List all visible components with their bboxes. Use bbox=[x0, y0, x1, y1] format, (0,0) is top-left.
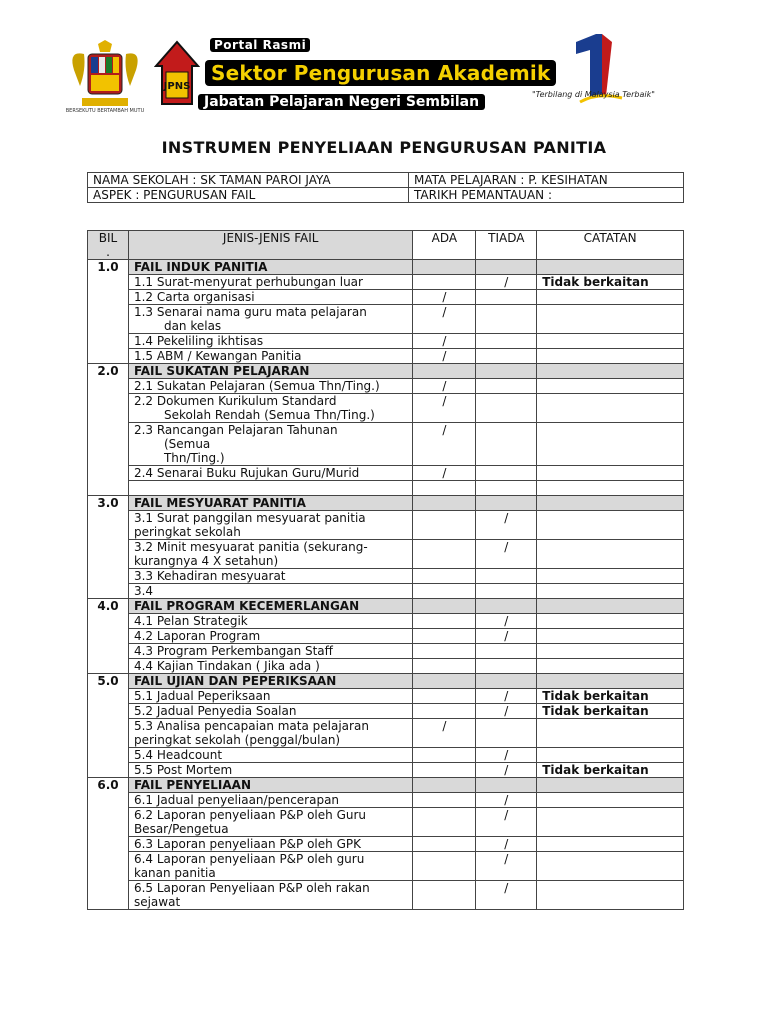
section-number: 6.0 bbox=[88, 778, 129, 910]
header-banner bbox=[62, 32, 655, 122]
section-empty-cell bbox=[476, 674, 537, 689]
mata-pelajaran: MATA PELAJARAN : P. KESIHATAN bbox=[409, 173, 684, 188]
file-item bbox=[128, 569, 412, 584]
tiada-mark: / bbox=[476, 763, 537, 778]
file-item-line: 1.4 Pekeliling ikhtisas bbox=[133, 334, 264, 348]
section-title: FAIL UJIAN DAN PEPERIKSAAN bbox=[128, 674, 412, 689]
tiada-mark: / bbox=[476, 629, 537, 644]
catatan-note bbox=[537, 837, 684, 852]
file-item-line: 2.3 Rancangan Pelajaran Tahunan bbox=[133, 423, 338, 437]
catatan-note bbox=[537, 793, 684, 808]
school-info-table bbox=[87, 172, 684, 203]
catatan-note bbox=[537, 540, 684, 569]
catatan-note bbox=[537, 719, 684, 748]
1malaysia-logo bbox=[562, 32, 632, 112]
document-title: INSTRUMEN PENYELIAAN PENGURUSAN PANITIA bbox=[161, 138, 607, 157]
table-row bbox=[88, 719, 684, 748]
table-row bbox=[88, 290, 684, 305]
ada-mark bbox=[413, 748, 476, 763]
file-item-line: Sekolah Rendah (Semua Thn/Ting.) bbox=[163, 408, 375, 422]
file-item-line: 3.2 Minit mesyuarat panitia (sekurang- bbox=[133, 540, 368, 554]
file-item-line: 4.4 Kajian Tindakan ( Jika ada ) bbox=[133, 659, 320, 673]
header-catatan: CATATAN bbox=[537, 231, 684, 260]
ada-mark: / bbox=[413, 290, 476, 305]
section-empty-cell bbox=[537, 674, 684, 689]
section-row bbox=[88, 496, 684, 511]
file-item bbox=[128, 423, 412, 466]
tiada-mark: / bbox=[476, 837, 537, 852]
table-row bbox=[88, 569, 684, 584]
section-number: 3.0 bbox=[88, 496, 129, 599]
catatan-note bbox=[537, 511, 684, 540]
file-item bbox=[128, 334, 412, 349]
catatan-note bbox=[537, 569, 684, 584]
section-number: 4.0 bbox=[88, 599, 129, 674]
file-item-line: Besar/Pengetua bbox=[133, 822, 229, 836]
tiada-mark bbox=[476, 481, 537, 496]
file-item-line: kanan panitia bbox=[133, 866, 216, 880]
catatan-note: Tidak berkaitan bbox=[537, 763, 684, 778]
ada-mark bbox=[413, 689, 476, 704]
file-item bbox=[128, 881, 412, 910]
ada-mark: / bbox=[413, 305, 476, 334]
aspek: ASPEK : PENGURUSAN FAIL bbox=[88, 188, 409, 203]
tiada-mark: / bbox=[476, 881, 537, 910]
file-item bbox=[128, 689, 412, 704]
table-row bbox=[88, 704, 684, 719]
ada-mark: / bbox=[413, 394, 476, 423]
tiada-mark bbox=[476, 290, 537, 305]
catatan-note bbox=[537, 423, 684, 466]
ada-mark bbox=[413, 569, 476, 584]
file-item-line: 6.1 Jadual penyeliaan/pencerapan bbox=[133, 793, 340, 807]
ada-mark: / bbox=[413, 379, 476, 394]
file-item-line: 4.1 Pelan Strategik bbox=[133, 614, 248, 628]
ada-mark bbox=[413, 852, 476, 881]
tarikh-pemantauan: TARIKH PEMANTAUAN : bbox=[409, 188, 684, 203]
catatan-note bbox=[537, 614, 684, 629]
catatan-note bbox=[537, 379, 684, 394]
tiada-mark bbox=[476, 394, 537, 423]
tiada-mark bbox=[476, 644, 537, 659]
section-empty-cell bbox=[476, 496, 537, 511]
section-empty-cell bbox=[537, 496, 684, 511]
table-row bbox=[88, 540, 684, 569]
portal-rasmi-heading: Portal Rasmi bbox=[210, 38, 310, 52]
header-bil bbox=[88, 231, 129, 260]
file-item-line: 5.2 Jadual Penyedia Soalan bbox=[133, 704, 297, 718]
tiada-mark: / bbox=[476, 275, 537, 290]
section-empty-cell bbox=[413, 778, 476, 793]
ada-mark bbox=[413, 629, 476, 644]
ada-mark bbox=[413, 763, 476, 778]
ada-mark bbox=[413, 837, 476, 852]
header-ada: ADA bbox=[413, 231, 476, 260]
ada-mark bbox=[413, 614, 476, 629]
catatan-note bbox=[537, 808, 684, 837]
ada-mark: / bbox=[413, 719, 476, 748]
file-item-line: 1.3 Senarai nama guru mata pelajaran bbox=[133, 305, 367, 319]
file-item-line: kurangnya 4 X setahun) bbox=[133, 554, 279, 568]
tiada-mark: / bbox=[476, 808, 537, 837]
catatan-note bbox=[537, 852, 684, 881]
file-item bbox=[128, 290, 412, 305]
table-row bbox=[88, 584, 684, 599]
section-title: FAIL PROGRAM KECEMERLANGAN bbox=[128, 599, 412, 614]
section-title: FAIL MESYUARAT PANITIA bbox=[128, 496, 412, 511]
file-item bbox=[128, 808, 412, 837]
catatan-note bbox=[537, 305, 684, 334]
ada-mark bbox=[413, 793, 476, 808]
ada-mark bbox=[413, 881, 476, 910]
file-item bbox=[128, 852, 412, 881]
ada-mark: / bbox=[413, 423, 476, 466]
file-item-line: sejawat bbox=[133, 895, 181, 909]
file-item bbox=[128, 704, 412, 719]
file-item bbox=[128, 511, 412, 540]
file-item-line: 5.4 Headcount bbox=[133, 748, 223, 762]
file-item-line: Thn/Ting.) bbox=[163, 451, 225, 465]
tiada-mark bbox=[476, 305, 537, 334]
ada-mark: / bbox=[413, 349, 476, 364]
sector-heading: Sektor Pengurusan Akademik bbox=[205, 60, 556, 86]
file-item-line: peringkat sekolah bbox=[133, 525, 241, 539]
section-empty-cell bbox=[413, 599, 476, 614]
table-row bbox=[88, 511, 684, 540]
catatan-note bbox=[537, 334, 684, 349]
table-row bbox=[88, 481, 684, 496]
section-empty-cell bbox=[476, 778, 537, 793]
nama-sekolah: NAMA SEKOLAH : SK TAMAN PAROI JAYA bbox=[88, 173, 409, 188]
file-item-line: 4.2 Laporan Program bbox=[133, 629, 261, 643]
ada-mark: / bbox=[413, 466, 476, 481]
file-item bbox=[128, 748, 412, 763]
file-item bbox=[128, 793, 412, 808]
table-row bbox=[88, 808, 684, 837]
file-item-line: 5.1 Jadual Peperiksaan bbox=[133, 689, 271, 703]
tiada-mark bbox=[476, 379, 537, 394]
checklist-body bbox=[88, 231, 684, 910]
section-empty-cell bbox=[413, 674, 476, 689]
jpns-logo-text: JPNS bbox=[163, 81, 191, 92]
file-item-line: 3.3 Kehadiran mesyuarat bbox=[133, 569, 286, 583]
tiada-mark: / bbox=[476, 511, 537, 540]
tiada-mark: / bbox=[476, 793, 537, 808]
header-bil-label: BIL bbox=[98, 231, 118, 245]
section-empty-cell bbox=[413, 496, 476, 511]
catatan-note bbox=[537, 881, 684, 910]
file-checklist-table bbox=[87, 230, 684, 910]
section-row bbox=[88, 674, 684, 689]
file-item bbox=[128, 629, 412, 644]
tiada-mark: / bbox=[476, 689, 537, 704]
file-item-line: 6.3 Laporan penyeliaan P&P oleh GPK bbox=[133, 837, 361, 851]
catatan-note bbox=[537, 290, 684, 305]
table-row bbox=[88, 334, 684, 349]
catatan-note bbox=[537, 394, 684, 423]
file-item-line: 5.3 Analisa pencapaian mata pelajaran bbox=[133, 719, 369, 733]
table-row bbox=[88, 466, 684, 481]
file-item-line: peringkat sekolah (penggal/bulan) bbox=[133, 733, 341, 747]
tiada-mark: / bbox=[476, 704, 537, 719]
tiada-mark: / bbox=[476, 614, 537, 629]
section-empty-cell bbox=[476, 260, 537, 275]
catatan-note bbox=[537, 629, 684, 644]
table-row bbox=[88, 394, 684, 423]
catatan-note bbox=[537, 481, 684, 496]
catatan-note bbox=[537, 466, 684, 481]
section-empty-cell bbox=[537, 364, 684, 379]
table-row bbox=[88, 837, 684, 852]
ada-mark bbox=[413, 540, 476, 569]
file-item bbox=[128, 349, 412, 364]
file-item bbox=[128, 584, 412, 599]
table-row bbox=[88, 763, 684, 778]
table-row bbox=[88, 689, 684, 704]
tiada-mark bbox=[476, 719, 537, 748]
table-row bbox=[88, 852, 684, 881]
table-row bbox=[88, 793, 684, 808]
file-item-line: 2.4 Senarai Buku Rujukan Guru/Murid bbox=[133, 466, 360, 480]
file-item-line bbox=[134, 481, 407, 495]
section-number: 5.0 bbox=[88, 674, 129, 778]
file-item bbox=[128, 659, 412, 674]
section-row bbox=[88, 778, 684, 793]
section-row bbox=[88, 260, 684, 275]
tiada-mark bbox=[476, 466, 537, 481]
header-tiada: TIADA bbox=[476, 231, 537, 260]
catatan-note bbox=[537, 644, 684, 659]
file-item-line: 1.5 ABM / Kewangan Panitia bbox=[133, 349, 302, 363]
file-item-line: 6.2 Laporan penyeliaan P&P oleh Guru bbox=[133, 808, 367, 822]
file-item bbox=[128, 466, 412, 481]
tiada-mark bbox=[476, 569, 537, 584]
file-item-line: 5.5 Post Mortem bbox=[133, 763, 233, 777]
tiada-mark bbox=[476, 584, 537, 599]
jpns-logo bbox=[154, 40, 200, 106]
file-item-line: 3.4 bbox=[133, 584, 154, 598]
tiada-mark bbox=[476, 349, 537, 364]
header-bil-dot: . bbox=[106, 245, 110, 259]
catatan-note bbox=[537, 659, 684, 674]
table-row bbox=[88, 644, 684, 659]
file-item-line: 4.3 Program Perkembangan Staff bbox=[133, 644, 333, 658]
malaysia-coat-of-arms-logo bbox=[66, 40, 144, 114]
table-row bbox=[88, 305, 684, 334]
file-item-line: 6.5 Laporan Penyeliaan P&P oleh rakan bbox=[133, 881, 370, 895]
ada-mark bbox=[413, 659, 476, 674]
file-item bbox=[128, 394, 412, 423]
section-title: FAIL SUKATAN PELAJARAN bbox=[128, 364, 412, 379]
tiada-mark bbox=[476, 659, 537, 674]
table-row bbox=[88, 275, 684, 290]
section-empty-cell bbox=[537, 599, 684, 614]
table-row bbox=[88, 748, 684, 763]
file-item-line: 3.1 Surat panggilan mesyuarat panitia bbox=[133, 511, 366, 525]
file-item bbox=[128, 763, 412, 778]
file-item-line: 2.2 Dokumen Kurikulum Standard bbox=[133, 394, 337, 408]
header-jenis: JENIS-JENIS FAIL bbox=[128, 231, 412, 260]
catatan-note: Tidak berkaitan bbox=[537, 689, 684, 704]
section-empty-cell bbox=[537, 778, 684, 793]
section-empty-cell bbox=[476, 364, 537, 379]
section-number: 1.0 bbox=[88, 260, 129, 364]
ada-mark bbox=[413, 584, 476, 599]
file-item bbox=[128, 305, 412, 334]
table-row bbox=[88, 614, 684, 629]
file-item bbox=[128, 837, 412, 852]
file-item bbox=[128, 275, 412, 290]
file-item bbox=[128, 644, 412, 659]
file-item bbox=[128, 719, 412, 748]
section-number: 2.0 bbox=[88, 364, 129, 496]
tiada-mark: / bbox=[476, 748, 537, 763]
section-empty-cell bbox=[413, 364, 476, 379]
file-item bbox=[128, 614, 412, 629]
file-item bbox=[128, 540, 412, 569]
table-header-row bbox=[88, 231, 684, 260]
section-title: FAIL INDUK PANITIA bbox=[128, 260, 412, 275]
catatan-note bbox=[537, 349, 684, 364]
tiada-mark: / bbox=[476, 852, 537, 881]
section-row bbox=[88, 599, 684, 614]
department-heading: Jabatan Pelajaran Negeri Sembilan bbox=[198, 94, 485, 110]
ada-mark bbox=[413, 511, 476, 540]
table-row bbox=[88, 349, 684, 364]
file-item-line: 1.1 Surat-menyurat perhubungan luar bbox=[133, 275, 363, 289]
section-empty-cell bbox=[537, 260, 684, 275]
catatan-note: Tidak berkaitan bbox=[537, 275, 684, 290]
svg-text:BERSEKUTU BERTAMBAH MUTU: BERSEKUTU BERTAMBAH MUTU bbox=[66, 108, 144, 114]
file-item bbox=[128, 379, 412, 394]
catatan-note bbox=[537, 584, 684, 599]
section-row bbox=[88, 364, 684, 379]
file-item bbox=[128, 481, 412, 496]
ada-mark bbox=[413, 275, 476, 290]
section-title: FAIL PENYELIAAN bbox=[128, 778, 412, 793]
table-row bbox=[88, 379, 684, 394]
section-empty-cell bbox=[413, 260, 476, 275]
slogan-text: "Terbilang di Malaysia Terbaik" bbox=[532, 90, 655, 99]
ada-mark bbox=[413, 481, 476, 496]
file-item-line: 1.2 Carta organisasi bbox=[133, 290, 255, 304]
file-item-line: 2.1 Sukatan Pelajaran (Semua Thn/Ting.) bbox=[133, 379, 380, 393]
catatan-note: Tidak berkaitan bbox=[537, 704, 684, 719]
table-row bbox=[88, 629, 684, 644]
tiada-mark: / bbox=[476, 540, 537, 569]
ada-mark: / bbox=[413, 334, 476, 349]
ada-mark bbox=[413, 704, 476, 719]
tiada-mark bbox=[476, 423, 537, 466]
table-row bbox=[88, 659, 684, 674]
file-item-line: 6.4 Laporan penyeliaan P&P oleh guru bbox=[133, 852, 365, 866]
tiada-mark bbox=[476, 334, 537, 349]
ada-mark bbox=[413, 808, 476, 837]
catatan-note bbox=[537, 748, 684, 763]
section-empty-cell bbox=[476, 599, 537, 614]
file-item-line: (Semua bbox=[163, 437, 211, 451]
table-row bbox=[88, 881, 684, 910]
table-row bbox=[88, 423, 684, 466]
ada-mark bbox=[413, 644, 476, 659]
file-item-line: dan kelas bbox=[163, 319, 222, 333]
